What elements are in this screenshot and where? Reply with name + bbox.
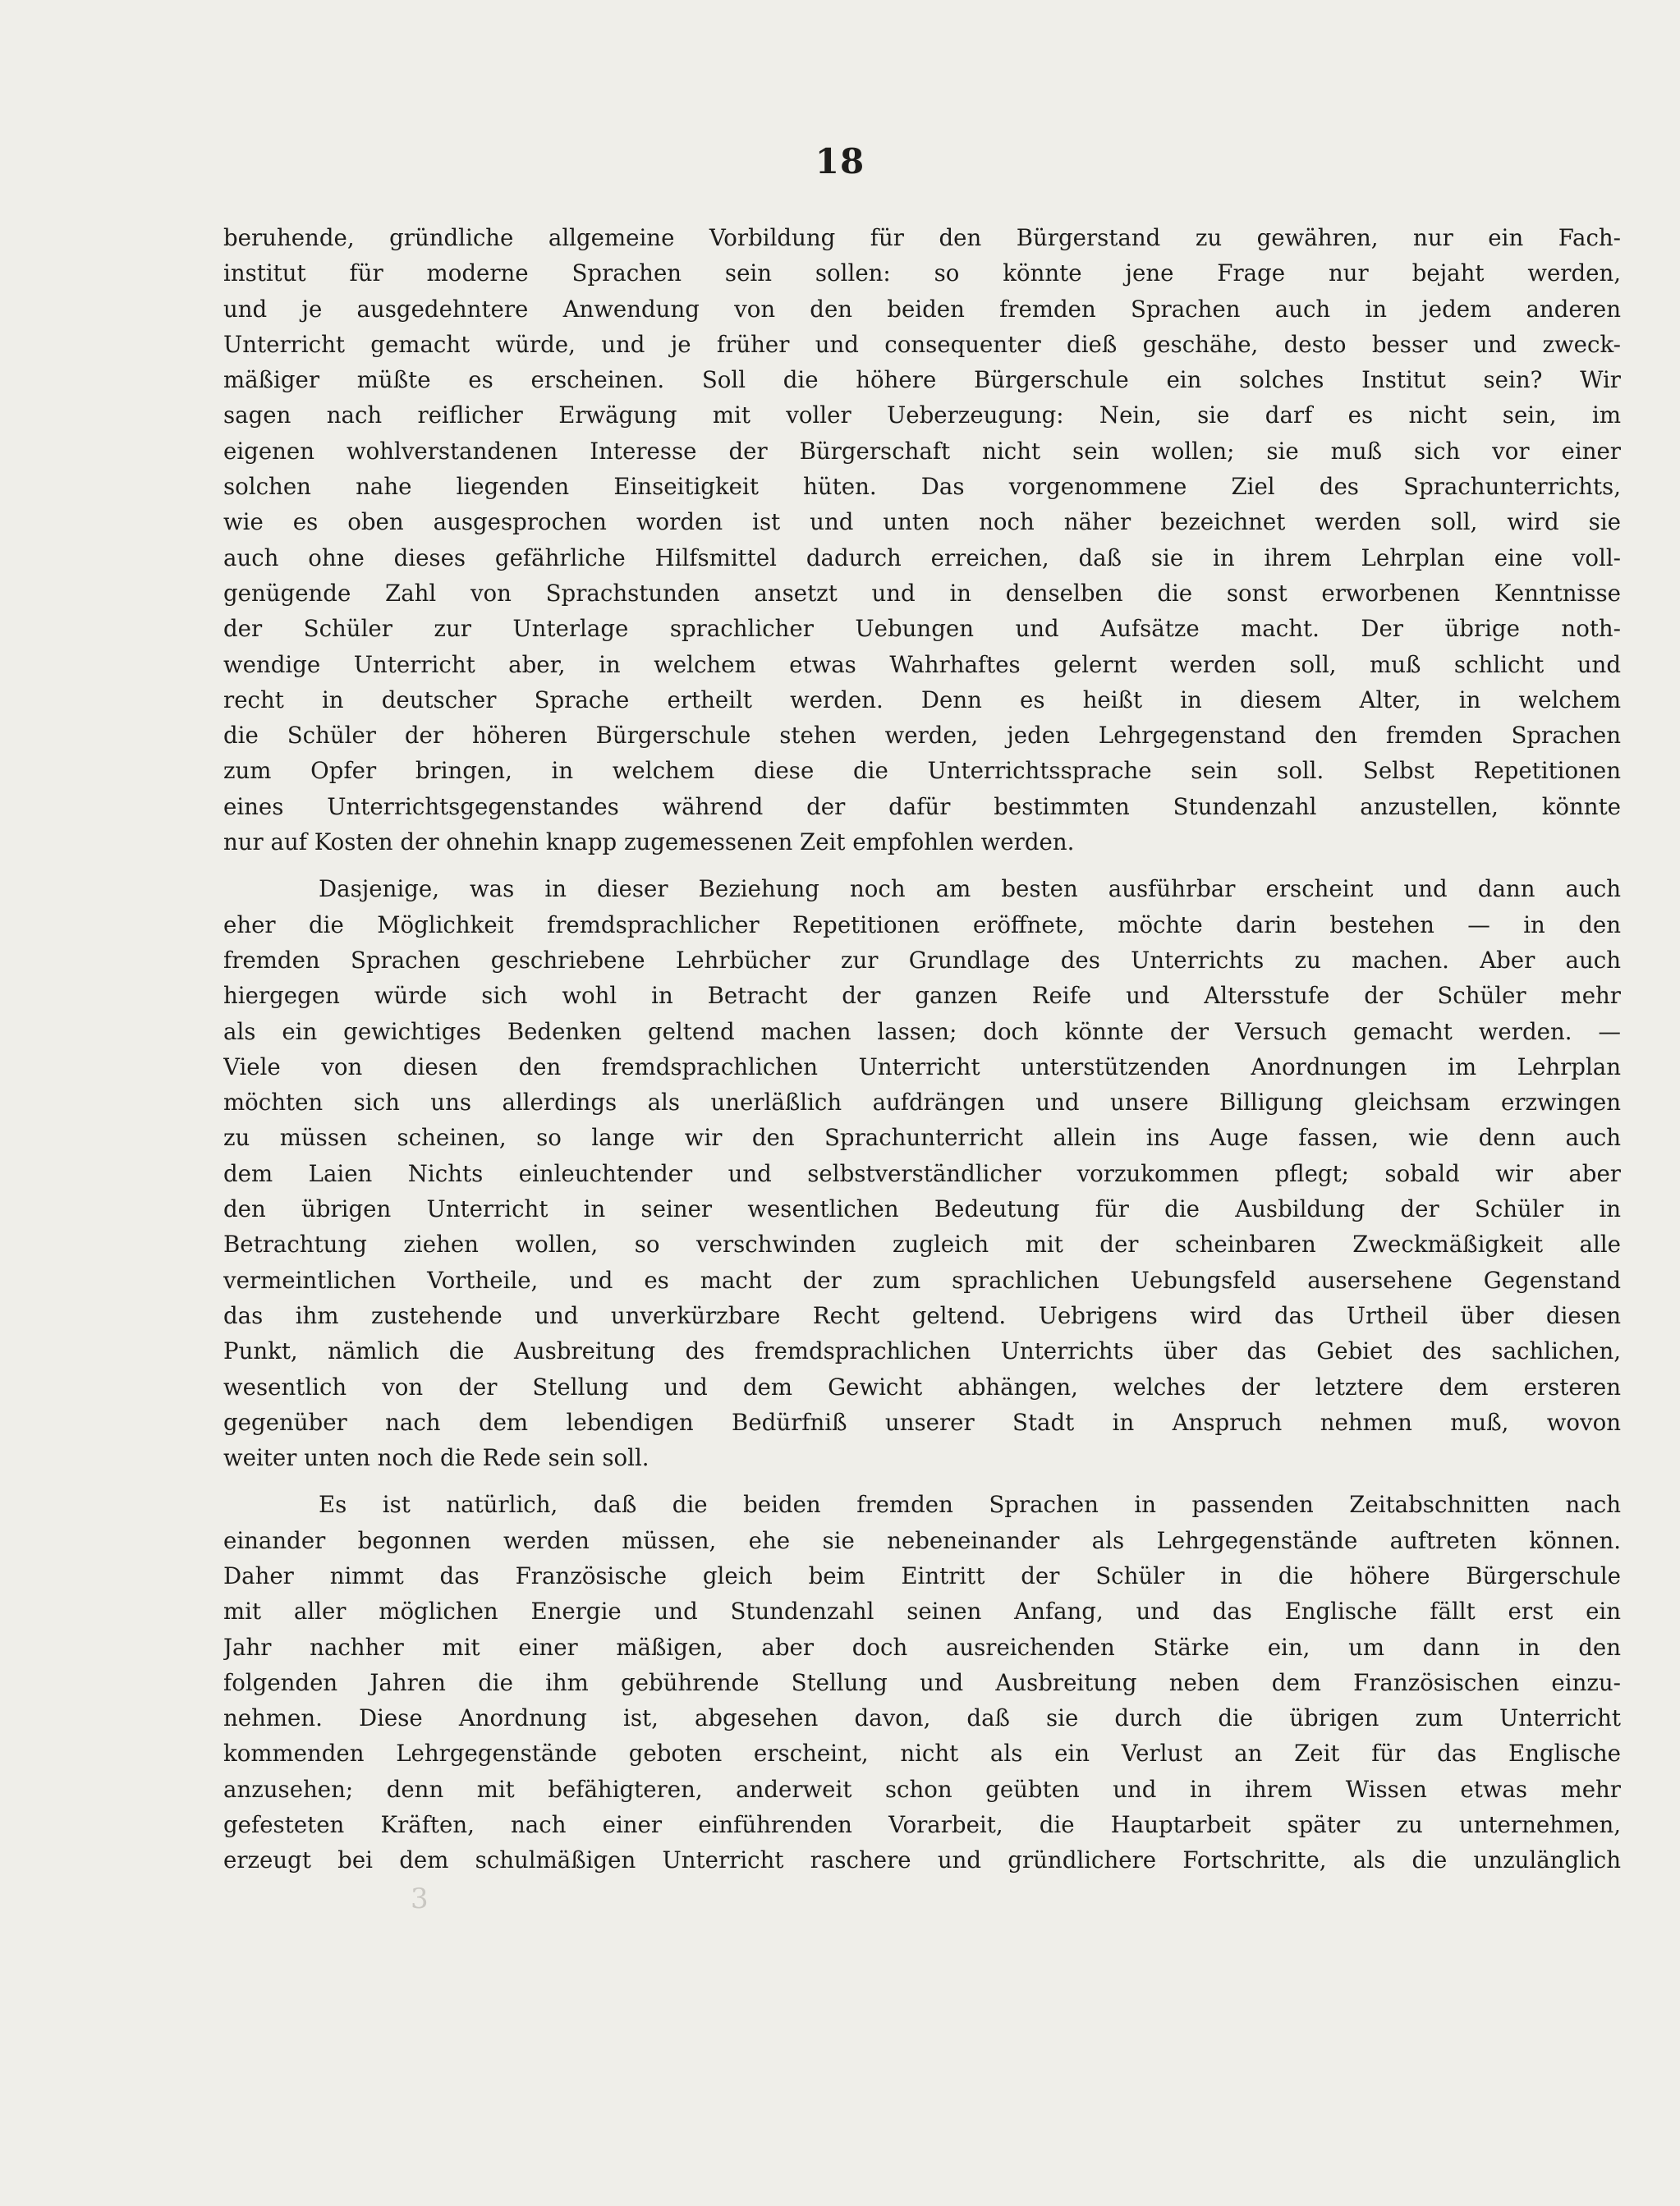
- text-line: folgenden Jahren die ihm gebührende Stellung und Ausbreitung neben dem Französischen einzu-: [223, 1668, 1621, 1696]
- text-line: Dasjenige, was in dieser Beziehung noch am besten ausführbar erscheint und dann auch: [319, 875, 1621, 903]
- text-line: mäßiger müßte es erscheinen. Soll die höhere Bürgerschule ein solches Institut sein? Wir: [223, 366, 1621, 394]
- paragraph-1: [223, 220, 1621, 860]
- text-line: dem Laien Nichts einleuchtender und selbstverständlicher vorzukommen pflegt; sobald wir aber: [223, 1159, 1621, 1187]
- text-line: hiergegen würde sich wohl in Betracht der ganzen Reife und Altersstufe der Schüler mehr: [223, 982, 1621, 1010]
- text-line: eigenen wohlverstandenen Interesse der Bürgerschaft nicht sein wollen; sie muß sich vor einer: [223, 437, 1621, 465]
- text-line: Punkt, nämlich die Ausbreitung des fremdsprachlichen Unterrichts über das Gebiet des sachlichen,: [223, 1337, 1621, 1365]
- text-line: wendige Unterricht aber, in welchem etwas Wahrhaftes gelernt werden soll, muß schlicht und: [223, 650, 1621, 678]
- text-line: Jahr nachher mit einer mäßigen, aber doch ausreichenden Stärke ein, um dann in den: [223, 1633, 1621, 1661]
- text-line: genügende Zahl von Sprachstunden ansetzt und in denselben die sonst erworbenen Kenntnisse: [223, 579, 1621, 607]
- text-line: auch ohne dieses gefährliche Hilfsmittel dadurch erreichen, daß sie in ihrem Lehrplan eine voll-: [223, 543, 1621, 571]
- text-line: gefesteten Kräften, nach einer einführenden Vorarbeit, die Hauptarbeit später zu unternehmen,: [223, 1811, 1621, 1839]
- text-line: eines Unterrichtsgegenstandes während der dafür bestimmten Stundenzahl anzustellen, könnte: [223, 792, 1621, 820]
- text-line: recht in deutscher Sprache ertheilt werden. Denn es heißt in diesem Alter, in welchem: [223, 686, 1621, 713]
- text-line: eher die Möglichkeit fremdsprachlicher Repetitionen eröffnete, möchte darin bestehen — in den: [223, 910, 1621, 938]
- text-line: Viele von diesen den fremdsprachlichen Unterricht unterstützenden Anordnungen im Lehrplan: [223, 1053, 1621, 1080]
- signature-mark: 3: [411, 1883, 429, 1915]
- text-line: weiter unten noch die Rede sein soll.: [223, 1444, 650, 1472]
- text-line: das ihm zustehende und unverkürzbare Recht geltend. Uebrigens wird das Urtheil über diesen: [223, 1301, 1621, 1329]
- text-line: wesentlich von der Stellung und dem Gewicht abhängen, welches der letztere dem ersteren: [223, 1373, 1621, 1401]
- text-line: fremden Sprachen geschriebene Lehrbücher zur Grundlage des Unterrichts zu machen. Aber auch: [223, 946, 1621, 974]
- text-line: gegenüber nach dem lebendigen Bedürfniß unserer Stadt in Anspruch nehmen muß, wovon: [223, 1408, 1621, 1436]
- text-line: wie es oben ausgesprochen worden ist und unten noch näher bezeichnet werden soll, wird sie: [223, 508, 1621, 536]
- text-line: die Schüler der höheren Bürgerschule stehen werden, jeden Lehrgegenstand den fremden Sprachen: [223, 722, 1621, 750]
- body-text: [223, 220, 1621, 1890]
- text-line: Es ist natürlich, daß die beiden fremden Sprachen in passenden Zeitabschnitten nach: [319, 1491, 1621, 1519]
- text-line: zum Opfer bringen, in welchem diese die Unterrichtssprache sein soll. Selbst Repetitionen: [223, 757, 1621, 785]
- text-line: mit aller möglichen Energie und Stundenzahl seinen Anfang, und das Englische fällt erst ein: [223, 1598, 1621, 1626]
- text-line: institut für moderne Sprachen sein sollen: so könnte jene Frage nur bejaht werden,: [223, 259, 1621, 287]
- text-line: Betrachtung ziehen wollen, so verschwinden zugleich mit der scheinbaren Zweckmäßigkeit alle: [223, 1231, 1621, 1259]
- page-number: 18: [815, 141, 865, 181]
- text-line: erzeugt bei dem schulmäßigen Unterricht raschere und gründlichere Fortschritte, als die unzulänglich: [223, 1846, 1621, 1874]
- text-line: sagen nach reiflicher Erwägung mit voller Ueberzeugung: Nein, sie darf es nicht sein, im: [223, 401, 1621, 429]
- text-line: der Schüler zur Unterlage sprachlicher Uebungen und Aufsätze macht. Der übrige noth-: [223, 615, 1621, 643]
- text-line: einander begonnen werden müssen, ehe sie nebeneinander als Lehrgegenstände auftreten können.: [223, 1526, 1621, 1554]
- text-line: den übrigen Unterricht in seiner wesentlichen Bedeutung für die Ausbildung der Schüler in: [223, 1195, 1621, 1223]
- text-line: möchten sich uns allerdings als unerläßlich aufdrängen und unsere Billigung gleichsam erzwingen: [223, 1089, 1621, 1117]
- text-line: und je ausgedehntere Anwendung von den beiden fremden Sprachen auch in jedem anderen: [223, 295, 1621, 323]
- text-line: anzusehen; denn mit befähigteren, anderweit schon geübten und in ihrem Wissen etwas mehr: [223, 1775, 1621, 1803]
- text-line: beruhende, gründliche allgemeine Vorbildung für den Bürgerstand zu gewähren, nur ein Fach-: [223, 224, 1621, 251]
- text-line: solchen nahe liegenden Einseitigkeit hüten. Das vorgenommene Ziel des Sprachunterrichts,: [223, 473, 1621, 501]
- text-line: als ein gewichtiges Bedenken geltend machen lassen; doch könnte der Versuch gemacht werden. —: [223, 1017, 1621, 1045]
- text-line: Unterricht gemacht würde, und je früher und consequenter dieß geschähe, desto besser und zweck-: [223, 330, 1621, 358]
- text-line: zu müssen scheinen, so lange wir den Sprachunterricht allein ins Auge fassen, wie denn auch: [223, 1124, 1621, 1152]
- text-line: kommenden Lehrgegenstände geboten erscheint, nicht als ein Verlust an Zeit für das Englische: [223, 1740, 1621, 1768]
- text-line: nehmen. Diese Anordnung ist, abgesehen davon, daß sie durch die übrigen zum Unterricht: [223, 1704, 1621, 1732]
- text-line: Daher nimmt das Französische gleich beim Eintritt der Schüler in die höhere Bürgerschule: [223, 1562, 1621, 1589]
- paragraph-2: [223, 871, 1621, 1475]
- text-line: nur auf Kosten der ohnehin knapp zugemessenen Zeit empfohlen werden.: [223, 828, 1075, 856]
- paragraph-3: [223, 1487, 1621, 1878]
- text-line: vermeintlichen Vortheile, und es macht der zum sprachlichen Uebungsfeld ausersehene Gegenstand: [223, 1266, 1621, 1294]
